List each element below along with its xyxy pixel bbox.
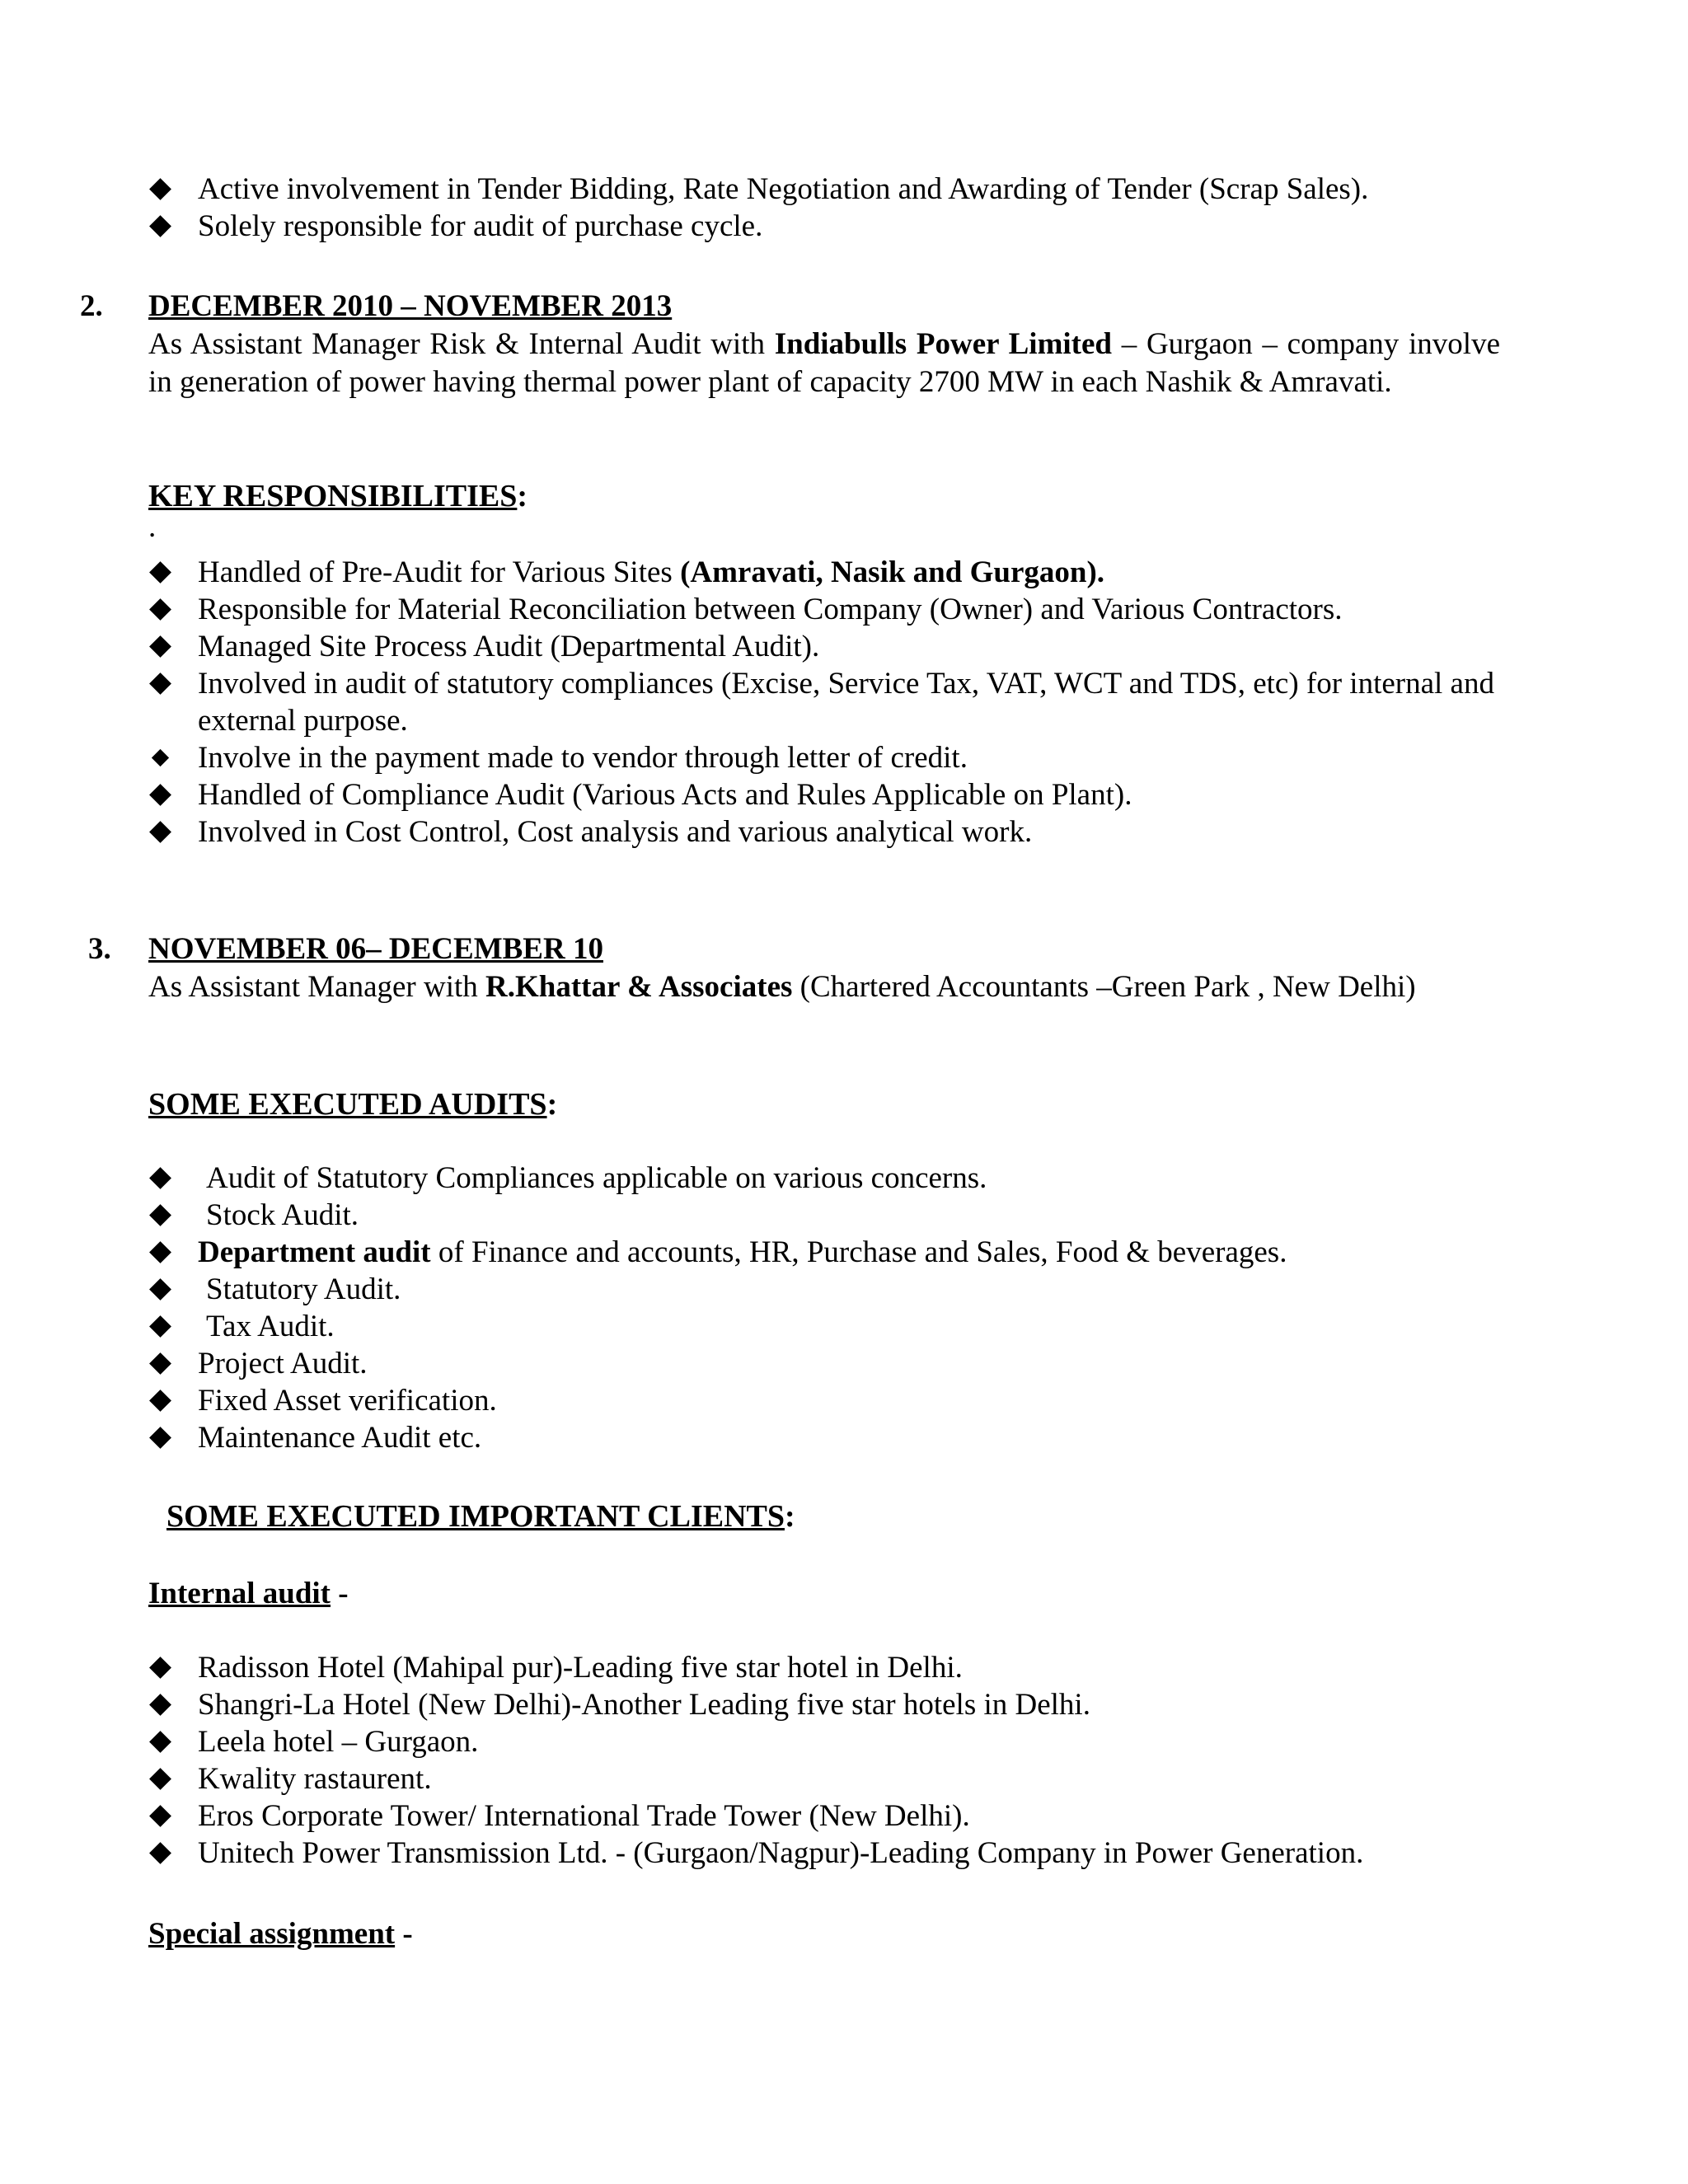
list-item: Handled of Pre-Audit for Various Sites (Amravati, Nasik and Gurgaon). — [148, 554, 1500, 591]
list-item: Involve in the payment made to vendor through letter of credit. — [148, 739, 1500, 776]
list-item: Kwality rastaurent. — [148, 1760, 1500, 1797]
diamond-bullet-icon — [149, 1768, 171, 1790]
section-heading: DECEMBER 2010 – NOVEMBER 2013 — [148, 289, 673, 323]
key-responsibilities-heading: KEY RESPONSIBILITIES: — [148, 479, 528, 513]
list-item: Involved in audit of statutory compliances (Excise, Service Tax, VAT, WCT and TDS, etc) for internal and external purpose. — [148, 665, 1500, 739]
diamond-bullet-icon — [149, 561, 171, 583]
diamond-bullet-icon — [149, 215, 171, 237]
diamond-bullet-icon — [152, 749, 169, 766]
list-item: Maintenance Audit etc. — [148, 1419, 1500, 1456]
section-number: 2. — [80, 289, 103, 323]
list-item: Eros Corporate Tower/ International Trade Tower (New Delhi). — [148, 1797, 1500, 1835]
list-item: Audit of Statutory Compliances applicable on various concerns. — [148, 1160, 1500, 1197]
section-number: 3. — [88, 932, 111, 966]
important-clients-heading: SOME EXECUTED IMPORTANT CLIENTS: — [166, 1499, 795, 1534]
diamond-bullet-icon — [149, 1805, 171, 1827]
internal-audit-label: Internal audit - — [148, 1577, 349, 1610]
top-bullet-list — [148, 171, 1500, 245]
list-item: Responsible for Material Reconciliation between Company (Owner) and Various Contractors. — [148, 591, 1500, 628]
company-name: R.Khattar & Associates — [485, 970, 793, 1004]
diamond-bullet-icon — [149, 1657, 171, 1679]
list-item: Unitech Power Transmission Ltd. - (Gurgaon/Nagpur)-Leading Company in Power Generation. — [148, 1835, 1500, 1872]
section-paragraph: As Assistant Manager with R.Khattar & Associates (Chartered Accountants –Green Park , New Delhi) — [148, 970, 1416, 1004]
list-item: Handled of Compliance Audit (Various Acts and Rules Applicable on Plant). — [148, 776, 1500, 813]
list-item: Active involvement in Tender Bidding, Rate Negotiation and Awarding of Tender (Scrap Sales). — [148, 171, 1500, 208]
list-item: Managed Site Process Audit (Departmental Audit). — [148, 628, 1500, 665]
executed-audits-heading: SOME EXECUTED AUDITS: — [148, 1087, 558, 1122]
diamond-bullet-icon — [149, 1315, 171, 1338]
list-item: Project Audit. — [148, 1345, 1500, 1382]
diamond-bullet-icon — [149, 178, 171, 200]
section-heading: NOVEMBER 06– DECEMBER 10 — [148, 932, 603, 966]
diamond-bullet-icon — [149, 1427, 171, 1449]
list-item: Shangri-La Hotel (New Delhi)-Another Leading five star hotels in Delhi. — [148, 1686, 1500, 1723]
list-item: Involved in Cost Control, Cost analysis and various analytical work. — [148, 813, 1500, 851]
stray-dot: . — [148, 510, 157, 544]
list-item: Tax Audit. — [148, 1308, 1500, 1345]
clients-list — [148, 1649, 1500, 1872]
list-item: Solely responsible for audit of purchase cycle. — [148, 208, 1500, 245]
audits-list — [148, 1160, 1500, 1456]
section-paragraph: As Assistant Manager Risk & Internal Audit with Indiabulls Power Limited – Gurgaon – company involve in generation of power having thermal power plant of capacity 2700 MW in each Nashik & Amravati. — [148, 327, 1501, 399]
diamond-bullet-icon — [149, 598, 171, 621]
responsibilities-list — [148, 554, 1500, 851]
special-assignment-label: Special assignment - — [148, 1917, 413, 1951]
diamond-bullet-icon — [149, 635, 171, 658]
list-item: Radisson Hotel (Mahipal pur)-Leading five star hotel in Delhi. — [148, 1649, 1500, 1686]
diamond-bullet-icon — [149, 1842, 171, 1864]
diamond-bullet-icon — [149, 1352, 171, 1375]
diamond-bullet-icon — [149, 1694, 171, 1716]
diamond-bullet-icon — [149, 1167, 171, 1189]
diamond-bullet-icon — [149, 784, 171, 806]
list-item: Leela hotel – Gurgaon. — [148, 1723, 1500, 1760]
diamond-bullet-icon — [149, 1390, 171, 1412]
diamond-bullet-icon — [149, 673, 171, 695]
diamond-bullet-icon — [149, 1204, 171, 1226]
diamond-bullet-icon — [149, 821, 171, 843]
list-item: Stock Audit. — [148, 1197, 1500, 1234]
list-item: Department audit of Finance and accounts, HR, Purchase and Sales, Food & beverages. — [148, 1234, 1500, 1271]
list-item: Fixed Asset verification. — [148, 1382, 1500, 1419]
company-name: Indiabulls Power Limited — [774, 327, 1112, 361]
diamond-bullet-icon — [149, 1278, 171, 1301]
diamond-bullet-icon — [149, 1241, 171, 1263]
diamond-bullet-icon — [149, 1731, 171, 1753]
list-item: Statutory Audit. — [148, 1271, 1500, 1308]
